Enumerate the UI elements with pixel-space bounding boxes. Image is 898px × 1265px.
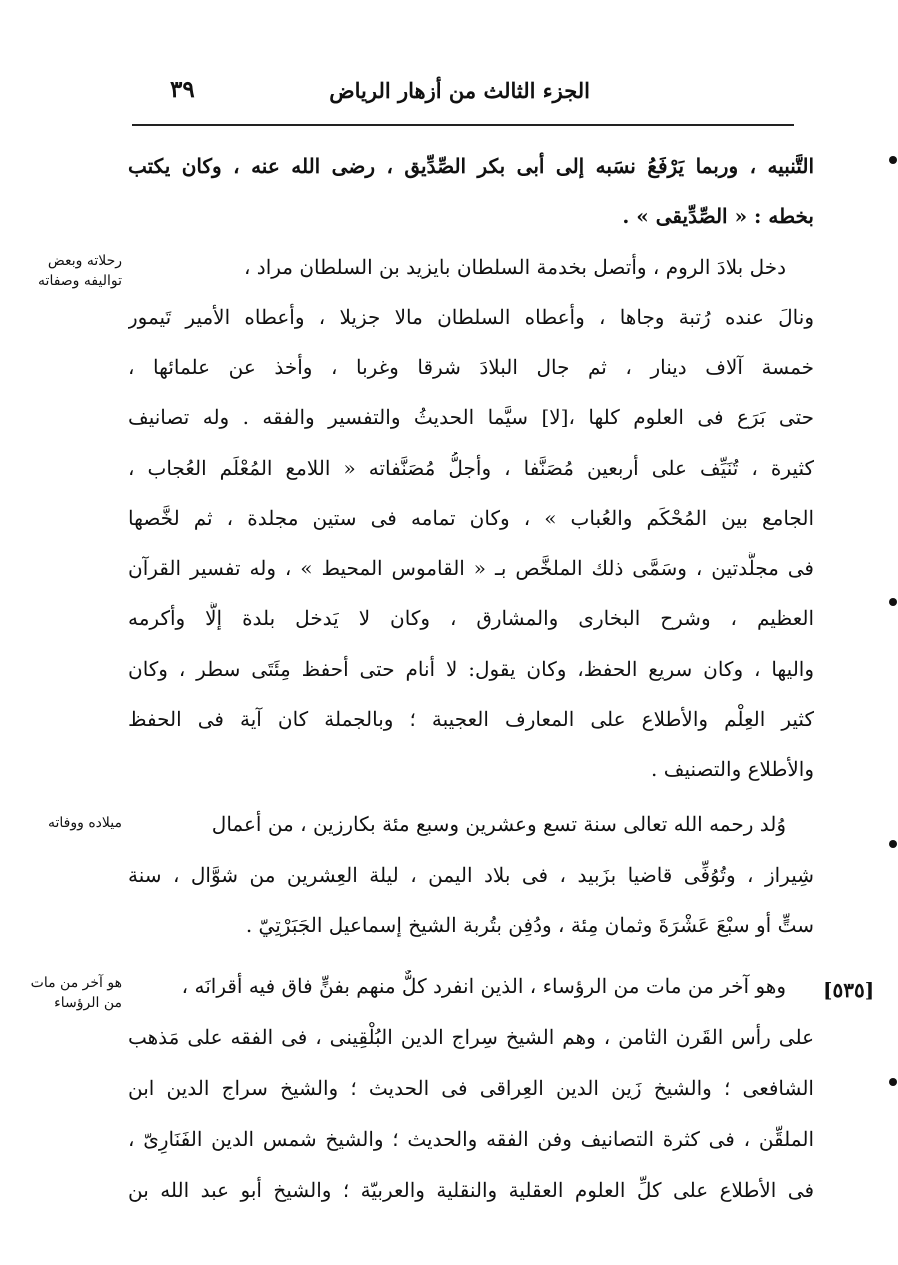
text-line: التَّنبيه ، وربما يَرْفَعُ نسَبه إلى أبى بكر الصِّدِّيق ، رضى الله عنه ، وكان يكتب: [128, 154, 814, 178]
text-line: فى مجلَّدتين ، وسَمَّى ذلك الملخَّص بـ « القاموس المحيط » ، وله تفسير القرآن: [128, 556, 814, 580]
edge-mark: [889, 1078, 897, 1086]
margin-note-last-of-leaders: هو آخر من مات من الرؤساء: [30, 975, 122, 1011]
edge-mark: [889, 840, 897, 848]
header-rule: [132, 124, 794, 126]
entry-number: [٥٣٥]: [823, 978, 875, 1002]
text-line: شِيراز ، وتُوُفِّى قاضيا بزَبيد ، فى بلاد اليمن ، ليلة العِشرين من شوَّال ، سنة: [128, 863, 814, 887]
text-line: الملقِّن ، فى كثرة التصانيف وفن الفقه والحديث ؛ والشيخ شمس الدين الفَنَارِىّ ،: [128, 1127, 814, 1151]
edge-mark: [889, 598, 897, 606]
margin-note-travels: رحلاته وبعض تواليفه وصفاته: [38, 253, 122, 289]
text-line: كثير العِلْم والأطلاع على المعارف العجيبة ؛ وبالجملة كان آية فى الحفظ: [128, 707, 814, 731]
text-line: والأطلاع والتصنيف .: [651, 757, 814, 781]
text-line: واليها ، وكان سريع الحفظ، وكان يقول: لا أنام حتى أحفظ مِئَتَى سطر ، وكان: [128, 657, 814, 681]
text-line: وهو آخر من مات من الرؤساء ، الذين انفرد كلٌّ منهم بفنٍّ فاق فيه أقرانَه ،: [181, 974, 786, 998]
text-line: دخل بلادَ الروم ، وأتصل بخدمة السلطان بايزيد بن السلطان مراد ،: [243, 255, 786, 279]
page-number: ٣٩: [170, 76, 195, 103]
text-line: على رأس القَرن الثامن ، وهم الشيخ سِراج الدين البُلْقِينى ، فى الفقه على مَذهب: [128, 1025, 814, 1049]
text-line: ونالَ عنده رُتبة وجاها ، وأعطاه السلطان مالا جزيلا ، وأعطاه الأمير تَيمور: [128, 305, 814, 329]
text-line: الجامع بين المُحْكَم والعُباب » ، وكان تمامه فى ستين مجلدة ، ثم لخَّصها: [128, 506, 814, 530]
edge-mark: [889, 156, 897, 164]
text-line: العظيم ، وشرح البخارى والمشارق ، وكان لا يَدخل بلدة إلَّا وأكرمه: [128, 606, 814, 630]
text-line: ستٍّ أو سبْعَ عَشْرَةَ وثمان مِئة ، ودُفِن بتُربة الشيخ إسماعيل الجَبَرْتِيّ .: [245, 913, 814, 937]
text-line: حتى بَرَع فى العلوم كلها ،[لا] سيَّما الحديثُ والتفسير والفقه . وله تصانيف: [128, 405, 814, 429]
text-line: الشافعى ؛ والشيخ زَين الدين العِراقى فى الحديث ؛ والشيخ سراج الدين ابن: [128, 1076, 814, 1100]
text-line: وُلد رحمه الله تعالى سنة تسع وعشرين وسبع مئة بكارزين ، من أعمال: [211, 812, 786, 836]
text-line: كثيرة ، تُنَيِّف على أربعين مُصَنَّفا ، وأجلُّ مُصَنَّفاته « اللامع المُعْلَم العُجاب ،: [128, 456, 814, 480]
text-line: بخطه : « الصِّدِّيقى » .: [622, 204, 814, 228]
running-title: الجزء الثالث من أزهار الرياض: [329, 78, 590, 103]
margin-note-birth-death: ميلاده ووفاته: [48, 815, 122, 831]
text-line: خمسة آلاف دينار ، ثم جال البلادَ شرقا وغربا ، وأخذ عن علمائها ،: [128, 355, 814, 379]
text-line: فى الأطلاع على كلِّ العلوم العقلية والنقلية والعربيّة ؛ والشيخ أبو عبد الله بن: [128, 1178, 814, 1202]
